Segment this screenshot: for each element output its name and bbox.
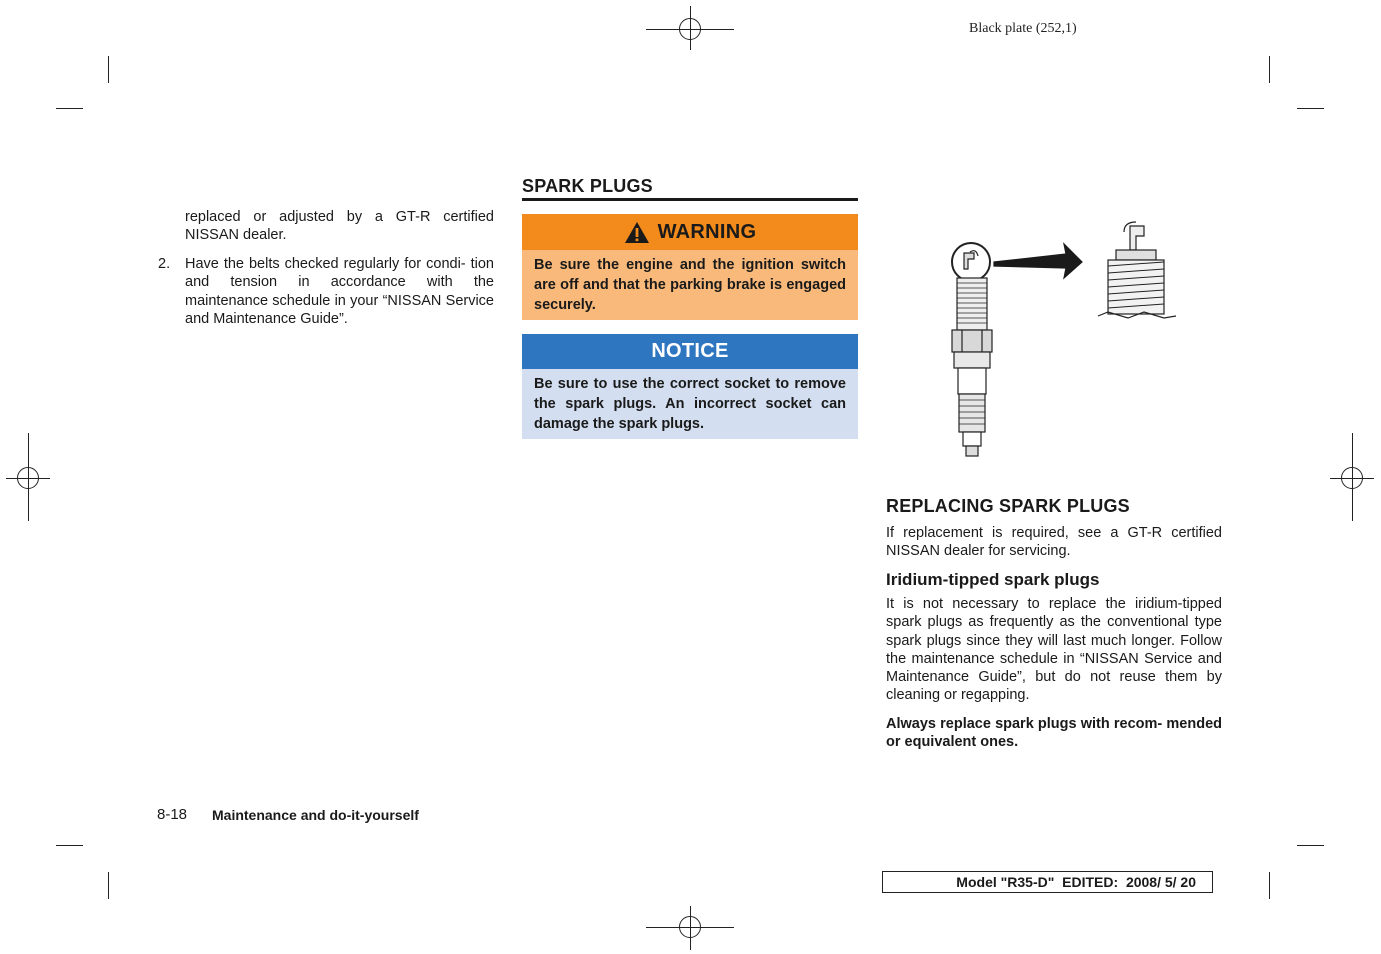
crop-mark	[1269, 872, 1270, 899]
plate-label: Black plate (252,1)	[969, 21, 1077, 36]
footer-section-name: Maintenance and do-it-yourself	[212, 807, 419, 823]
warning-label: WARNING	[657, 220, 757, 243]
bold-note: Always replace spark plugs with recom- mended or equivalent ones.	[886, 716, 1222, 751]
registration-circle	[679, 916, 701, 938]
section-title-replacing: REPLACING SPARK PLUGS	[886, 496, 1130, 516]
notice-text: Be sure to use the correct socket to remove the spark plugs. An incorrect socket can damage the spark plugs.	[522, 369, 858, 439]
iridium-text: It is not necessary to replace the iridium-tipped spark plugs as frequently as the conventional type spark plugs since they will last much longer. Follow the maintenance schedule in “NISSAN Service and Maintenance Guide”, but do not reuse them by cleaning or regapping.	[886, 596, 1222, 704]
edited-label: EDITED:	[1062, 874, 1119, 890]
list-item-number: 2.	[158, 256, 171, 272]
model-value: "R35-D"	[1000, 874, 1055, 890]
notice-header	[522, 334, 858, 369]
edited-value: 2008/ 5/ 20	[1125, 874, 1196, 890]
crop-mark	[108, 872, 109, 899]
warning-text: Be sure the engine and the ignition switch are off and that the parking brake is engaged securely.	[522, 250, 858, 320]
crop-mark	[1297, 845, 1324, 846]
model-label: Model	[956, 874, 997, 890]
section-title-spark-plugs: SPARK PLUGS	[522, 176, 653, 196]
continued-text: replaced or adjusted by a GT-R certified NISSAN dealer.	[185, 209, 494, 244]
warning-header	[522, 214, 858, 250]
registration-circle	[679, 18, 701, 40]
spark-plug-illustration	[940, 220, 1180, 465]
list-item-text: Have the belts checked regularly for condi- tion and tension in accordance with the maintenance schedule in your “NISSAN Service and Maintenance Guide”.	[185, 256, 494, 327]
model-edited-box	[882, 871, 1213, 893]
notice-label: NOTICE	[651, 340, 729, 362]
crop-mark	[56, 108, 83, 109]
registration-circle	[17, 467, 39, 489]
registration-circle	[1341, 467, 1363, 489]
warning-triangle-icon	[624, 221, 650, 244]
notice-box	[522, 334, 858, 439]
subsection-title-iridium: Iridium-tipped spark plugs	[886, 570, 1100, 589]
crop-mark	[108, 56, 109, 83]
replacing-text: If replacement is required, see a GT-R certified NISSAN dealer for servicing.	[886, 525, 1222, 560]
warning-box	[522, 214, 858, 320]
crop-mark	[1297, 108, 1324, 109]
page-number: 8-18	[157, 806, 188, 823]
crop-mark	[1269, 56, 1270, 83]
title-underline	[522, 198, 858, 201]
crop-mark	[56, 845, 83, 846]
